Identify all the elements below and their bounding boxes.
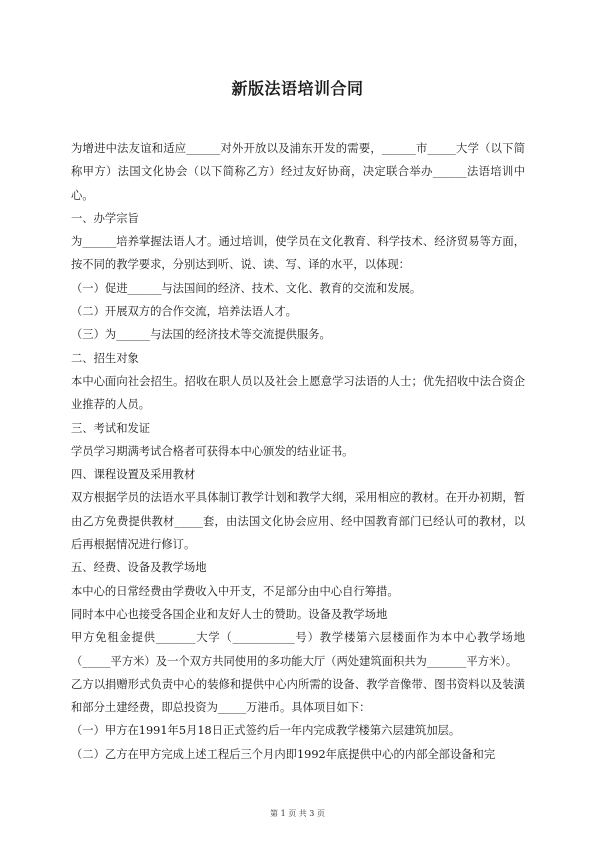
paragraph: 甲方免租金提供_______大学（___________号）教学楼第六层楼面作为本中心教学场地（_____平方米）及一个双方共同使用的多功能大厅（两处建筑面积共为_______平方米）。 xyxy=(71,631,525,668)
paragraph: 为______培养掌握法语人才。通过培训，使学员在文化教育、科学技术、经济贸易等方面，按不同的教学要求，分别达到听、说、读、写、译的水平，以体现： xyxy=(71,235,525,272)
paragraph: 同时本中心也接受各国企业和友好人士的赞助。设备及教学场地 xyxy=(71,607,388,621)
section-heading-4: 四、课程设置及采用教材 xyxy=(71,468,196,482)
list-item: （一）促进______与法国间的经济、技术、文化、教育的交流和发展。 xyxy=(71,281,422,295)
section-heading-1: 一、办学宗旨 xyxy=(71,211,139,225)
paragraph: 本中心面向社会招生。招收在职人员以及社会上愿意学习法语的人士；优先招收中法合资企业推荐的人员。 xyxy=(71,374,525,412)
section-heading-3: 三、考试和发证 xyxy=(71,421,151,435)
page-footer: 第 1 页 共 3 页 xyxy=(270,809,325,818)
paragraph: 双方根据学员的法语水平具体制订教学计划和教学大纲，采用相应的教材。在开办初期，暂由乙方免费提供教材_____套，由法国文化协会应用、经中国教育部门已经认可的教材，以后再根据情况进行修订。 xyxy=(71,491,525,552)
paragraph: 乙方以捐赠形式负责中心的装修和提供中心内所需的设备、教学音像带、图书资料以及装潢和部分土建经费，即总投资为_____万港币。具体项目如下： xyxy=(71,677,525,715)
document-title: 新版法语培训合同 xyxy=(231,79,364,98)
list-item: （三）为______与法国的经济技术等交流提供服务。 xyxy=(71,328,331,342)
section-heading-5: 五、经费、设备及教学场地 xyxy=(71,561,207,575)
list-item: （二）开展双方的合作交流，培养法语人才。 xyxy=(71,305,297,319)
paragraph: 学员学习期满考试合格者可获得本中心颁发的结业证书。 xyxy=(71,444,354,458)
paragraph: 本中心的日常经费由学费收入中开支，不足部分由中心自行筹措。 xyxy=(71,584,399,598)
list-item: （一）甲方在1991年5月18日正式签约后一年内完成教学楼第六层建筑加层。 xyxy=(71,724,461,738)
list-item: （二）乙方在甲方完成上述工程后三个月内即1992年底提供中心的内部全部设备和完 xyxy=(71,747,496,761)
intro-paragraph: 为增进中法友谊和适应______对外开放以及浦东开发的需要，______市_____大学（以下简称甲方）法国文化协会（以下简称乙方）经过友好协商，决定联合举办______法语培训中心。 xyxy=(71,142,525,202)
section-heading-2: 二、招生对象 xyxy=(71,351,139,365)
document-body xyxy=(71,137,525,766)
